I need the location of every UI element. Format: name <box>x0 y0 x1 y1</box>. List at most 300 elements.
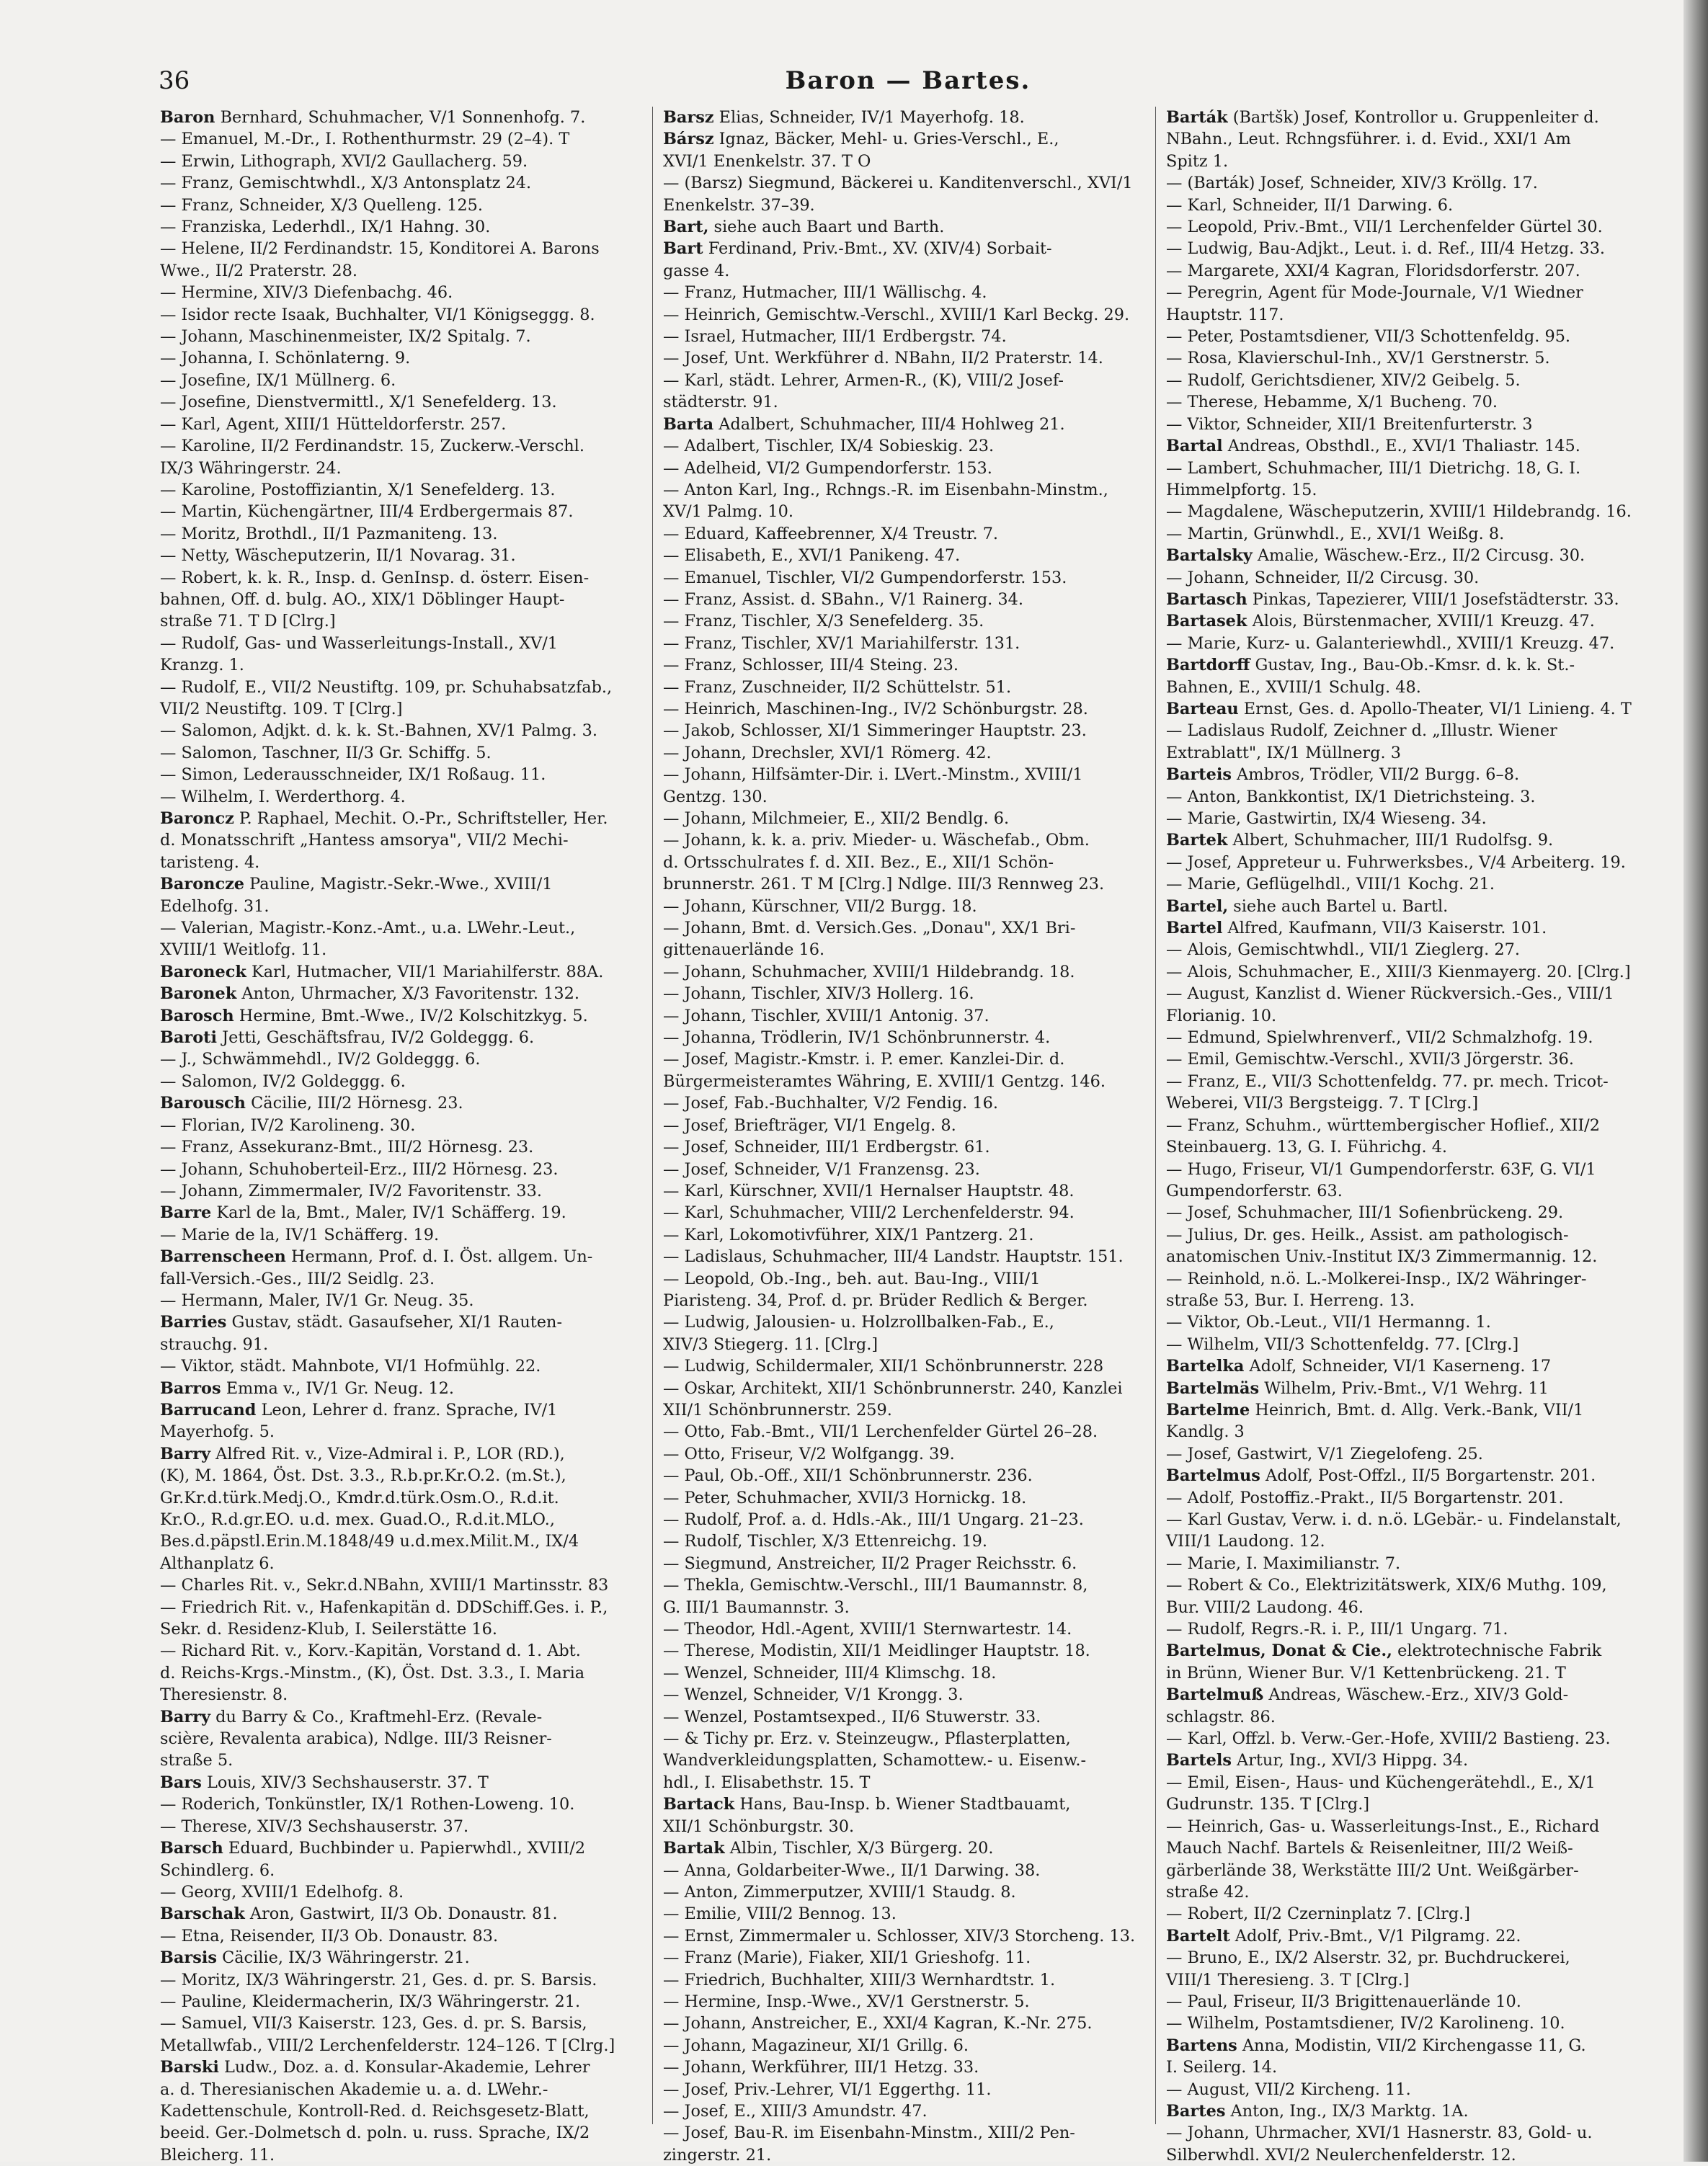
entry-text: — Josefine, Dienstvermittl., X/1 Senefelderg. 13. <box>160 393 557 412</box>
entry-text: Silberwhdl. XVI/2 Neulerchenfelderstr. 12. <box>1166 2145 1516 2165</box>
directory-entry <box>160 1487 650 1509</box>
directory-entry <box>663 764 1153 785</box>
directory-entry <box>1166 720 1656 741</box>
entry-text: Piaristeng. 34, Prof. d. pr. Brüder Redlich & Berger. <box>663 1291 1088 1310</box>
directory-entry <box>160 896 650 917</box>
entry-text: — Karl Gustav, Verw. i. d. n.ö. LGebär.- u. Findelanstalt, <box>1166 1510 1622 1529</box>
entry-text: — Josef, E., XIII/3 Amundstr. 47. <box>663 2101 928 2121</box>
entry-text: Kandlg. 3 <box>1166 1422 1245 1442</box>
directory-entry <box>663 2079 1153 2100</box>
directory-entry <box>160 1903 650 1925</box>
entry-text: Karl, Hutmacher, VII/1 Mariahilferstr. 88A. <box>246 962 604 981</box>
directory-entry <box>663 1443 1153 1465</box>
entry-text: Kadettenschule, Kontroll-Red. d. Reichsgesetz-Blatt, <box>160 2101 590 2121</box>
entry-headword: Bartack <box>663 1795 735 1814</box>
directory-entry <box>160 1115 650 1136</box>
entry-text: — Wilhelm, VII/3 Schottenfeldg. 77. [Clrg.] <box>1166 1334 1519 1354</box>
entry-text: XIV/3 Stiegerg. 11. [Clrg.] <box>663 1334 879 1354</box>
entry-headword: Bart, <box>663 218 709 237</box>
entry-text: zingerstr. 21. <box>663 2145 772 2165</box>
directory-entry <box>160 808 650 829</box>
entry-text: — Franz, Gemischtwhdl., X/3 Antonsplatz 24. <box>160 174 532 193</box>
entry-text: — Josef, Schuhmacher, III/1 Sofienbrückeng. 29. <box>1166 1203 1564 1223</box>
directory-entry <box>160 1443 650 1465</box>
entry-text: XII/1 Schönbrunnerstr. 259. <box>663 1400 892 1420</box>
directory-entry <box>160 1793 650 1815</box>
entry-text: — Moritz, IX/3 Währingerstr. 21, Ges. d. pr. S. Barsis. <box>160 1970 597 1989</box>
entry-text: IX/3 Währingerstr. 24. <box>160 458 342 478</box>
directory-entry <box>160 1378 650 1399</box>
directory-entry <box>1166 1728 1656 1750</box>
directory-entry <box>1166 2122 1656 2144</box>
entry-text: — Wenzel, Postamtsexped., II/6 Stuwerstr. 33. <box>663 1707 1041 1726</box>
entry-text: Spitz 1. <box>1166 151 1229 171</box>
directory-entry <box>1166 1115 1656 1136</box>
directory-entry <box>1166 216 1656 238</box>
directory-entry <box>663 917 1153 939</box>
directory-entry <box>663 391 1153 413</box>
directory-entry <box>663 1334 1153 1355</box>
entry-text: Anton, Uhrmacher, X/3 Favoritenstr. 132. <box>236 984 580 1004</box>
entry-text: Enenkelstr. 37–39. <box>663 195 815 215</box>
entry-text: — Josef, Appreteur u. Fuhrwerksbes., V/4 Arbeiterg. 19. <box>1166 852 1626 872</box>
directory-entry <box>1166 391 1656 413</box>
column-divider <box>1155 107 1156 2124</box>
directory-entry <box>1166 107 1656 128</box>
entry-headword: Bartasek <box>1166 612 1247 631</box>
directory-entry <box>160 370 650 391</box>
entry-text: — Ludwig, Bau-Adjkt., Leut. i. d. Ref., III/4 Hetzg. 33. <box>1166 239 1606 259</box>
entry-text: — Peter, Postamtsdiener, VII/3 Schottenfeldg. 95. <box>1166 327 1571 347</box>
entry-text: Weberei, VII/3 Bergsteigg. 7. T [Clrg.] <box>1166 1094 1479 1113</box>
directory-entry <box>1166 961 1656 983</box>
directory-entry <box>1166 1005 1656 1027</box>
entry-text: — Therese, Hebamme, X/1 Bucheng. 70. <box>1166 393 1498 412</box>
entry-text: — Salomon, Adjkt. d. k. k. St.-Bahnen, XV/1 Palmg. 3. <box>160 721 597 741</box>
entry-headword: Bartes <box>1166 2101 1226 2121</box>
directory-entry <box>1166 896 1656 917</box>
entry-headword: Bartens <box>1166 2036 1237 2055</box>
entry-text: — (Barsz) Siegmund, Bäckerei u. Kanditenverschl., XVI/1 <box>663 174 1133 193</box>
directory-entry <box>1166 1772 1656 1793</box>
directory-entry <box>160 1159 650 1180</box>
entry-text: — Josef, Bau-R. im Eisenbahn-Minstm., XIII/2 Pen- <box>663 2123 1075 2143</box>
entry-text: Mayerhofg. 5. <box>160 1422 275 1442</box>
directory-entry <box>1166 1311 1656 1333</box>
entry-text: beeid. Ger.-Dolmetsch d. poln. u. russ. Sprache, IX/2 <box>160 2123 590 2143</box>
entry-headword: Bársz <box>663 130 714 149</box>
entry-text: — Adelheid, VI/2 Gumpendorferstr. 153. <box>663 458 992 478</box>
entry-text: Alfred, Kaufmann, VII/3 Kaiserstr. 101. <box>1222 919 1547 938</box>
directory-entry <box>663 852 1153 873</box>
directory-entry <box>1166 195 1656 216</box>
directory-entry <box>1166 1903 1656 1925</box>
directory-entry <box>160 1334 650 1355</box>
directory-entry <box>160 720 650 741</box>
entry-text: — Salomon, Taschner, II/3 Gr. Schiffg. 5. <box>160 743 492 762</box>
entry-text: Gustav, Ing., Bau-Ob.-Kmsr. d. k. k. St.- <box>1250 656 1575 675</box>
entry-headword: Bartel, <box>1166 896 1229 916</box>
entry-text: Cäcilie, IX/3 Währingerstr. 21. <box>216 1948 470 1968</box>
directory-entry <box>663 2035 1153 2056</box>
directory-entry <box>1166 1640 1656 1662</box>
directory-entry <box>663 1947 1153 1969</box>
entry-text: taristeng. 4. <box>160 852 260 872</box>
entry-text: — Pauline, Kleidermacherin, IX/3 Währingerstr. 21. <box>160 1992 581 2011</box>
directory-entry <box>160 2079 650 2100</box>
entry-text: — Karl, Schuhmacher, VIII/2 Lerchenfelderstr. 94. <box>663 1203 1075 1223</box>
directory-entry <box>1166 2144 1656 2166</box>
entry-text: — Karl, Lokomotivführer, XIX/1 Pantzerg. 21. <box>663 1225 1034 1244</box>
directory-entry <box>160 1881 650 1903</box>
directory-entry <box>1166 1421 1656 1443</box>
entry-text: — Wenzel, Schneider, III/4 Klimschg. 18. <box>663 1663 997 1683</box>
entry-text: d. Reichs-Krgs.-Minstm., (K), Öst. Dst. 3.3., I. Maria <box>160 1663 585 1683</box>
entry-text: a. d. Theresianischen Akademie u. a. d. LWehr.- <box>160 2080 548 2099</box>
directory-entry <box>160 304 650 326</box>
directory-entry <box>663 742 1153 764</box>
directory-entry <box>160 873 650 895</box>
entry-text: — Johann, Drechsler, XVI/1 Römerg. 42. <box>663 743 992 762</box>
entry-text: Elias, Schneider, IV/1 Mayerhofg. 18. <box>713 108 1025 127</box>
directory-entry <box>663 1311 1153 1333</box>
entry-text: — Emanuel, M.-Dr., I. Rothenthurmstr. 29 (2–4). T <box>160 130 570 149</box>
entry-text: Gr.Kr.d.türk.Medj.O., Kmdr.d.türk.Osm.O., R.d.it. <box>160 1488 559 1507</box>
entry-text: Florianig. 10. <box>1166 1006 1277 1025</box>
entry-text: straße 5. <box>160 1751 233 1770</box>
entry-text: — Isidor recte Isaak, Buchhalter, VI/1 Königseggg. 8. <box>160 305 595 324</box>
entry-headword: Bartelka <box>1166 1357 1245 1376</box>
entry-text: — August, Kanzlist d. Wiener Rückversich.-Ges., VIII/1 <box>1166 984 1614 1004</box>
directory-entry <box>663 2013 1153 2034</box>
entry-text: — Otto, Friseur, V/2 Wolfgangg. 39. <box>663 1444 955 1463</box>
directory-entry <box>1166 1487 1656 1509</box>
directory-entry <box>663 654 1153 676</box>
entry-text: — Anton, Zimmerputzer, XVIII/1 Staudg. 8. <box>663 1882 1016 1902</box>
directory-entry <box>1166 1509 1656 1530</box>
directory-entry <box>1166 128 1656 150</box>
entry-headword: Bartelmäs <box>1166 1378 1260 1398</box>
entry-text: — Robert, k. k. R., Insp. d. GenInsp. d. österr. Eisen- <box>160 568 590 587</box>
entry-text: — Ladislaus Rudolf, Zeichner d. „Illustr. Wiener <box>1166 721 1557 741</box>
entry-text: in Brünn, Wiener Bur. V/1 Kettenbrückeng. 21. T <box>1166 1663 1566 1683</box>
entry-text: — Wilhelm, I. Werderthorg. 4. <box>160 787 406 806</box>
entry-text: siehe auch Bartel u. Bartl. <box>1228 896 1449 916</box>
entry-text: — Paul, Friseur, II/3 Brigittenauerlände 10. <box>1166 1992 1521 2011</box>
entry-text: I. Seilerg. 14. <box>1166 2058 1278 2077</box>
entry-text: — Jakob, Schlosser, XI/1 Simmeringer Hauptstr. 23. <box>663 721 1087 741</box>
entry-text: Albin, Tischler, X/3 Bürgerg. 20. <box>724 1839 994 1858</box>
directory-entry <box>1166 1071 1656 1092</box>
entry-text: — Hermann, Maler, IV/1 Gr. Neug. 35. <box>160 1291 474 1310</box>
entry-text: — Viktor, städt. Mahnbote, VI/1 Hofmühlg. 22. <box>160 1357 541 1376</box>
entry-text: — Marie, Geflügelhdl., VIII/1 Kochg. 21. <box>1166 875 1495 894</box>
entry-text: — Johann, Zimmermaler, IV/2 Favoritenstr. 33. <box>160 1181 542 1200</box>
directory-entry <box>663 1399 1153 1421</box>
entry-text: — Franziska, Lederhdl., IX/1 Hahng. 30. <box>160 218 491 237</box>
entry-text: Gumpendorferstr. 63. <box>1166 1181 1343 1200</box>
entry-text: XII/1 Schönburgstr. 30. <box>663 1817 855 1836</box>
directory-entry <box>663 479 1153 501</box>
entry-text: — Johann, Magazineur, XI/1 Grillg. 6. <box>663 2036 969 2055</box>
directory-entry <box>663 195 1153 216</box>
directory-entry <box>160 1728 650 1750</box>
directory-entry <box>1166 917 1656 939</box>
directory-entry <box>663 896 1153 917</box>
entry-text: — Helene, II/2 Ferdinandstr. 15, Konditorei A. Barons <box>160 239 600 259</box>
directory-entry <box>1166 633 1656 654</box>
entry-text: Anton, Ing., IX/3 Marktg. 1A. <box>1225 2101 1469 2121</box>
entry-text: Wilhelm, Priv.-Bmt., V/1 Wehrg. 11 <box>1259 1378 1549 1398</box>
entry-text: — Rudolf, Prof. a. d. Hdls.-Ak., III/1 Ungarg. 21–23. <box>663 1510 1084 1529</box>
directory-entry <box>1166 1530 1656 1552</box>
directory-entry <box>1166 435 1656 457</box>
directory-entry <box>160 347 650 369</box>
directory-entry <box>160 2122 650 2144</box>
directory-entry <box>160 1618 650 1640</box>
entry-text: Theresienstr. 8. <box>160 1685 288 1705</box>
directory-entry <box>1166 983 1656 1004</box>
entry-text: — Friedrich Rit. v., Hafenkapitän d. DDSchiff.Ges. i. P., <box>160 1597 608 1617</box>
directory-entry <box>160 852 650 873</box>
entry-text: (K), M. 1864, Öst. Dst. 3.3., R.b.pr.Kr.O.2. (m.St.), <box>160 1466 566 1486</box>
entry-text: — Johann, Uhrmacher, XVI/1 Hasnerstr. 83, Gold- u. <box>1166 2123 1593 2143</box>
directory-entry <box>663 282 1153 303</box>
directory-entry <box>160 677 650 698</box>
directory-entry <box>160 1421 650 1443</box>
entry-text: — Charles Rit. v., Sekr.d.NBahn, XVIII/1 Martinsstr. 83 <box>160 1576 609 1595</box>
entry-text: — Martin, Küchengärtner, III/4 Erdbergermais 87. <box>160 502 574 522</box>
directory-entry <box>1166 479 1656 501</box>
entry-headword: Barsch <box>160 1839 223 1858</box>
entry-text: Bernhard, Schuhmacher, V/1 Sonnenhofg. 7. <box>215 108 586 127</box>
entry-text: — Lambert, Schuhmacher, III/1 Dietrichg. 18, G. I. <box>1166 458 1581 478</box>
entry-headword: Bartek <box>1166 831 1228 850</box>
directory-entry <box>663 677 1153 698</box>
entry-text: — Eduard, Kaffeebrenner, X/4 Treustr. 7. <box>663 524 999 543</box>
entry-text: — Johann, Milchmeier, E., XII/2 Bendlg. 6. <box>663 809 1010 828</box>
directory-entry <box>1166 764 1656 785</box>
entry-headword: Barrucand <box>160 1400 257 1420</box>
entry-headword: Barousch <box>160 1094 246 1113</box>
directory-entry <box>663 326 1153 347</box>
directory-entry <box>1166 1180 1656 1202</box>
entry-text: Cäcilie, III/2 Hörnesg. 23. <box>245 1094 463 1113</box>
directory-entry <box>160 698 650 720</box>
directory-entry <box>160 1684 650 1706</box>
column-3 <box>1166 107 1656 2165</box>
entry-text: — (Barták) Josef, Schneider, XIV/3 Kröllg. 17. <box>1166 174 1538 193</box>
directory-entry <box>663 107 1153 128</box>
entry-text: bahnen, Off. d. bulg. AO., XIX/1 Döblinger Haupt- <box>160 589 565 609</box>
directory-entry <box>663 1662 1153 1684</box>
entry-headword: Barsz <box>663 108 714 127</box>
entry-text: — Therese, Modistin, XII/1 Meidlinger Hauptstr. 18. <box>663 1641 1090 1661</box>
directory-entry <box>160 501 650 522</box>
directory-entry <box>1166 1027 1656 1048</box>
directory-entry <box>1166 1947 1656 1969</box>
entry-text: — Elisabeth, E., XVI/1 Panikeng. 47. <box>663 546 961 566</box>
directory-entry <box>1166 1618 1656 1640</box>
directory-entry <box>663 589 1153 610</box>
entry-text: strauchg. 91. <box>160 1334 269 1354</box>
entry-text: — Franz, Schneider, X/3 Quelleng. 125. <box>160 195 484 215</box>
directory-entry <box>160 1005 650 1027</box>
entry-text: — Josef, Schneider, V/1 Franzensg. 23. <box>663 1159 980 1179</box>
directory-entry <box>1166 523 1656 545</box>
entry-text: gärberlände 38, Werkstätte III/2 Unt. Weißgärber- <box>1166 1860 1579 1880</box>
entry-text: — Ladislaus, Schuhmacher, III/4 Landstr. Hauptstr. 151. <box>663 1247 1124 1267</box>
directory-entry <box>1166 1355 1656 1377</box>
entry-text: — Johann, Anstreicher, E., XXI/4 Kagran, K.-Nr. 275. <box>663 2014 1093 2033</box>
entry-text: — Josef, Schneider, III/1 Erdbergstr. 61. <box>663 1138 990 1157</box>
entry-text: XV/1 Palmg. 10. <box>663 502 793 522</box>
entry-text: Adolf, Post-Offzl., II/5 Borgartenstr. 201. <box>1260 1466 1596 1486</box>
entry-headword: Baroncz <box>160 809 234 828</box>
directory-entry <box>663 786 1153 808</box>
directory-entry <box>160 1027 650 1048</box>
directory-entry <box>1166 1969 1656 1991</box>
directory-entry <box>160 610 650 632</box>
directory-entry <box>663 370 1153 391</box>
directory-entry <box>160 829 650 851</box>
entry-text: — Rudolf, Tischler, X/3 Ettenreichg. 19. <box>663 1532 988 1551</box>
directory-entry <box>1166 1597 1656 1618</box>
entry-text: — Rudolf, Regrs.-R. i. P., III/1 Ungarg. 71. <box>1166 1620 1508 1639</box>
entry-text: — Johann, Schuhoberteil-Erz., III/2 Hörnesg. 23. <box>160 1159 559 1179</box>
entry-text: — Karoline, II/2 Ferdinandstr. 15, Zuckerw.-Verschl. <box>160 437 584 456</box>
directory-entry <box>663 1115 1153 1136</box>
entry-text: Bleicherg. 11. <box>160 2145 275 2165</box>
directory-entry <box>1166 1706 1656 1728</box>
entry-headword: Baroti <box>160 1028 218 1048</box>
directory-entry <box>160 1991 650 2013</box>
directory-entry <box>160 983 650 1004</box>
entry-text: — Rudolf, Gerichtsdiener, XIV/2 Geibelg. 5. <box>1166 370 1521 390</box>
entry-text: — Karl, städt. Lehrer, Armen-R., (K), VIII/2 Josef- <box>663 370 1064 390</box>
entry-text: — Rosa, Klavierschul-Inh., XV/1 Gerstnerstr. 5. <box>1166 349 1550 368</box>
entry-text: Louis, XIV/3 Sechshauserstr. 37. T <box>201 1773 489 1792</box>
entry-text: — Erwin, Lithograph, XVI/2 Gaullacherg. 59. <box>160 151 528 171</box>
directory-entry <box>1166 1553 1656 1574</box>
directory-entry <box>663 545 1153 566</box>
entry-text: Metallwfab., VIII/2 Lerchenfelderstr. 124–126. T [Clrg.] <box>160 2036 615 2055</box>
entry-text: Bes.d.päpstl.Erin.M.1848/49 u.d.mex.Milit.M., IX/4 <box>160 1532 579 1551</box>
directory-entry <box>663 1597 1153 1618</box>
entry-text: — Karl, Agent, XIII/1 Hütteldorferstr. 257. <box>160 414 507 434</box>
directory-entry <box>663 172 1153 194</box>
entry-headword: Barschak <box>160 1904 245 1924</box>
directory-entry <box>663 567 1153 589</box>
directory-entry <box>160 128 650 150</box>
entry-text: Pauline, Magistr.-Sekr.-Wwe., XVIII/1 <box>244 875 553 894</box>
entry-text: Althanplatz 6. <box>160 1554 275 1573</box>
entry-text: Adolf, Priv.-Bmt., V/1 Pilgramg. 22. <box>1229 1926 1521 1946</box>
entry-text: Gustav, städt. Gasaufseher, XI/1 Rauten- <box>226 1313 563 1332</box>
directory-entry <box>160 151 650 172</box>
directory-entry <box>160 917 650 939</box>
entry-headword: Barries <box>160 1313 227 1332</box>
entry-text: — Emilie, VIII/2 Bennog. 13. <box>663 1904 897 1924</box>
entry-text: — Johanna, I. Schönlaterng. 9. <box>160 349 411 368</box>
directory-entry <box>160 523 650 545</box>
entry-text: — Peregrin, Agent für Mode-Journale, V/1 Wiedner <box>1166 283 1583 303</box>
entry-text: — Ludwig, Jalousien- u. Holzrollbalken-Fab., E., <box>663 1313 1054 1332</box>
entry-headword: Bartasch <box>1166 589 1247 609</box>
entry-text: — Heinrich, Gemischtw.-Verschl., XVIII/1 Karl Beckg. 29. <box>663 305 1130 324</box>
directory-entry <box>663 720 1153 741</box>
entry-text: — Marie, I. Maximilianstr. 7. <box>1166 1554 1401 1573</box>
entry-text: — Anna, Goldarbeiter-Wwe., II/1 Darwing. 38. <box>663 1860 1041 1880</box>
directory-entry <box>663 1487 1153 1509</box>
directory-entry <box>663 304 1153 326</box>
directory-entry <box>663 347 1153 369</box>
entry-text: — Karl, Schneider, II/1 Darwing. 6. <box>1166 195 1454 215</box>
directory-entry <box>663 216 1153 238</box>
column-1 <box>160 107 650 2165</box>
entry-text: — Johann, Tischler, XIV/3 Hollerg. 16. <box>663 984 974 1004</box>
directory-entry <box>160 1925 650 1947</box>
directory-entry <box>1166 1662 1656 1684</box>
directory-entry <box>160 2100 650 2122</box>
entry-text: — Otto, Fab.-Bmt., VII/1 Lerchenfelder Gürtel 26–28. <box>663 1422 1098 1442</box>
entry-text: — Heinrich, Gas- u. Wasserleitungs-Inst., E., Richard <box>1166 1817 1600 1836</box>
entry-text: — Franz, Hutmacher, III/1 Wällischg. 4. <box>663 283 987 303</box>
directory-entry <box>1166 654 1656 676</box>
directory-entry <box>663 1180 1153 1202</box>
entry-text: Ludw., Doz. a. d. Konsular-Akademie, Lehrer <box>218 2058 590 2077</box>
directory-entry <box>160 786 650 808</box>
directory-entry <box>663 1530 1153 1552</box>
directory-entry <box>1166 1574 1656 1596</box>
directory-entry <box>1166 1246 1656 1267</box>
entry-text: — Josefine, IX/1 Müllnerg. 6. <box>160 370 396 390</box>
directory-entry <box>663 1772 1153 1793</box>
entry-headword: Barrenscheen <box>160 1247 286 1267</box>
entry-text: — Emil, Gemischtw.-Verschl., XVII/3 Jörgerstr. 36. <box>1166 1050 1574 1069</box>
directory-entry <box>1166 370 1656 391</box>
directory-entry <box>663 501 1153 522</box>
entry-text: Alois, Bürstenmacher, XVIII/1 Kreuzg. 47. <box>1247 612 1595 631</box>
entry-text: — Martin, Grünwhdl., E., XVI/1 Weißg. 8. <box>1166 524 1505 543</box>
entry-text: Adolf, Schneider, VI/1 Kaserneng. 17 <box>1244 1357 1552 1376</box>
entry-text: anatomischen Univ.-Institut IX/3 Zimmermannig. 12. <box>1166 1247 1598 1267</box>
entry-text: Heinrich, Bmt. d. Allg. Verk.-Bank, VII/1 <box>1250 1400 1584 1420</box>
entry-text: — Viktor, Schneider, XII/1 Breitenfurterstr. 3 <box>1166 414 1533 434</box>
entry-text: Mauch Nachf. Bartels & Reisenleitner, III/2 Weiß- <box>1166 1839 1573 1858</box>
directory-entry <box>160 1969 650 1991</box>
directory-entry <box>160 567 650 589</box>
entry-text: — Franz (Marie), Fiaker, XII/1 Grieshofg. 11. <box>663 1948 1031 1968</box>
entry-text: Karl de la, Bmt., Maler, IV/1 Schäfferg. 19. <box>211 1203 566 1223</box>
entry-text: — Oskar, Architekt, XII/1 Schönbrunnerstr. 240, Kanzlei <box>663 1378 1123 1398</box>
entry-text: — Johann, Bmt. d. Versich.Ges. „Donau", XX/1 Bri- <box>663 919 1076 938</box>
running-head: Baron — Bartes. <box>785 66 1031 95</box>
directory-entry <box>663 698 1153 720</box>
entry-text: — Salomon, IV/2 Goldeggg. 6. <box>160 1071 406 1091</box>
entry-text: gittenauerlände 16. <box>663 940 825 960</box>
entry-text: Hermann, Prof. d. I. Öst. allgem. Un- <box>285 1247 593 1267</box>
entry-headword: Bartalsky <box>1166 546 1253 566</box>
directory-entry <box>160 1837 650 1859</box>
directory-entry <box>663 2056 1153 2078</box>
directory-entry <box>663 1618 1153 1640</box>
entry-text: — Georg, XVIII/1 Edelhofg. 8. <box>160 1882 404 1902</box>
directory-entry <box>160 961 650 983</box>
entry-text: — Josef, Priv.-Lehrer, VI/1 Eggerthg. 11. <box>663 2080 992 2099</box>
directory-entry <box>160 2013 650 2034</box>
directory-entry <box>1166 939 1656 961</box>
